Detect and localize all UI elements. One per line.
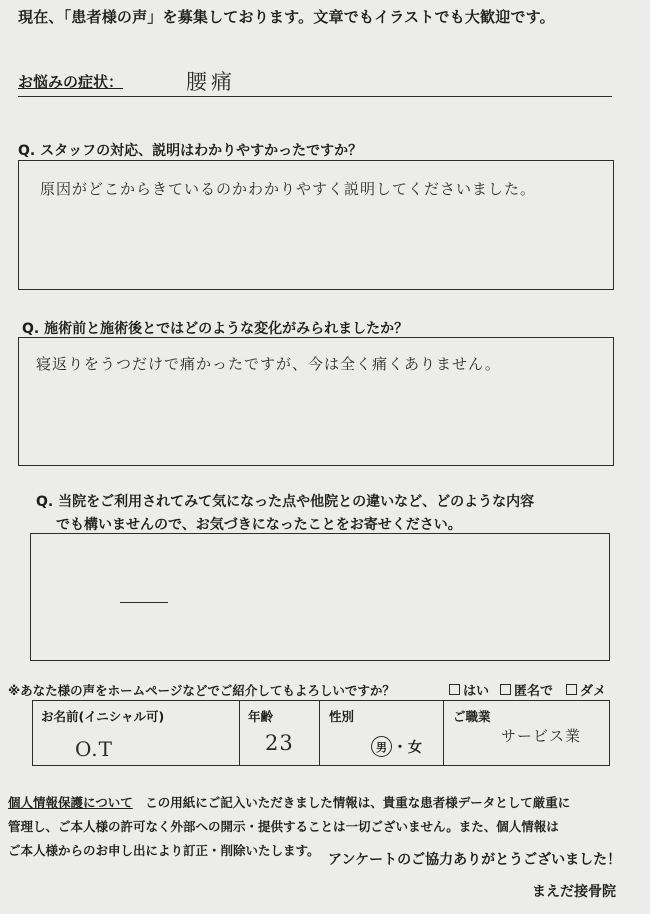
checkbox-icon — [500, 684, 511, 695]
symptom-label: お悩みの症状： — [18, 73, 124, 91]
consent-option-no — [566, 680, 606, 699]
sex-header: 性別 — [329, 709, 355, 724]
question-1-handwritten-answer: 原因がどこからきているのかわかりやすく説明してくださいました。 — [40, 180, 537, 198]
question-2-label: Q. 施術前と施術後とではどのような変化がみられましたか？ — [22, 321, 409, 337]
checkbox-icon — [449, 684, 460, 695]
privacy-notice-line-1 — [8, 793, 570, 811]
sex-separator: ・ — [393, 739, 407, 756]
privacy-notice-line-3: ご本人様からのお申し出により訂正・削除いたします。 — [8, 843, 320, 858]
table-divider — [319, 701, 320, 765]
survey-header-text: 現在、「患者様の声」を募集しております。文章でもイラストでも大歓迎です。 — [18, 8, 555, 26]
sex-options — [371, 736, 422, 757]
clinic-name: まえだ接骨院 — [532, 884, 616, 900]
table-divider — [239, 701, 240, 765]
checkbox-icon — [566, 684, 577, 695]
age-header: 年齢 — [248, 709, 274, 724]
question-3-answer-box — [30, 533, 610, 661]
consent-option-yes-label: はい — [463, 684, 490, 699]
question-3-label-line-2: でも構いませんので、お気づきになったことをお寄せください。 — [56, 517, 462, 533]
table-divider — [443, 701, 444, 765]
sex-female: 女 — [408, 739, 422, 756]
question-1-label: Q. スタッフの対応、説明はわかりやすかったですか？ — [18, 143, 363, 159]
privacy-notice-line-1-text: この用紙にご記入いただきました情報は、貴重な患者様データとして厳重に — [132, 795, 571, 810]
sex-male-circled: 男 — [371, 736, 392, 757]
consent-option-no-label: ダメ — [580, 684, 607, 699]
privacy-notice-title: 個人情報保護について — [8, 795, 133, 810]
respondent-info-table — [32, 700, 610, 766]
age-handwritten-value: 23 — [265, 731, 294, 755]
occupation-header: ご職業 — [453, 709, 491, 724]
name-header: お名前(イニシャル可) — [41, 709, 165, 724]
question-2-handwritten-answer: 寝返りをうつだけで痛かったですが、今は全く痛くありません。 — [36, 355, 501, 373]
symptom-underline — [18, 96, 612, 97]
consent-option-yes — [449, 680, 489, 699]
question-3-label-line-1: Q. 当院をご利用されてみて気になった点や他院との違いなど、どのような内容 — [36, 494, 535, 510]
occupation-handwritten-value: サービス業 — [501, 727, 582, 745]
consent-question: ※あなた様の声をホームページなどでご紹介してもよろしいですか？ — [8, 683, 395, 698]
consent-option-anonymous-label: 匿名で — [514, 684, 554, 699]
thank-you-message: アンケートのご協力ありがとうございました！ — [328, 852, 622, 868]
question-3-handwritten-dash — [120, 602, 168, 603]
consent-option-anonymous — [500, 680, 553, 699]
symptom-handwritten-value: 腰痛 — [186, 70, 236, 94]
name-handwritten-value: O.T — [75, 737, 113, 761]
privacy-notice-line-2: 管理し、ご本人様の許可なく外部への開示・提供することは一切ございません。また、個人情報は — [8, 819, 559, 834]
